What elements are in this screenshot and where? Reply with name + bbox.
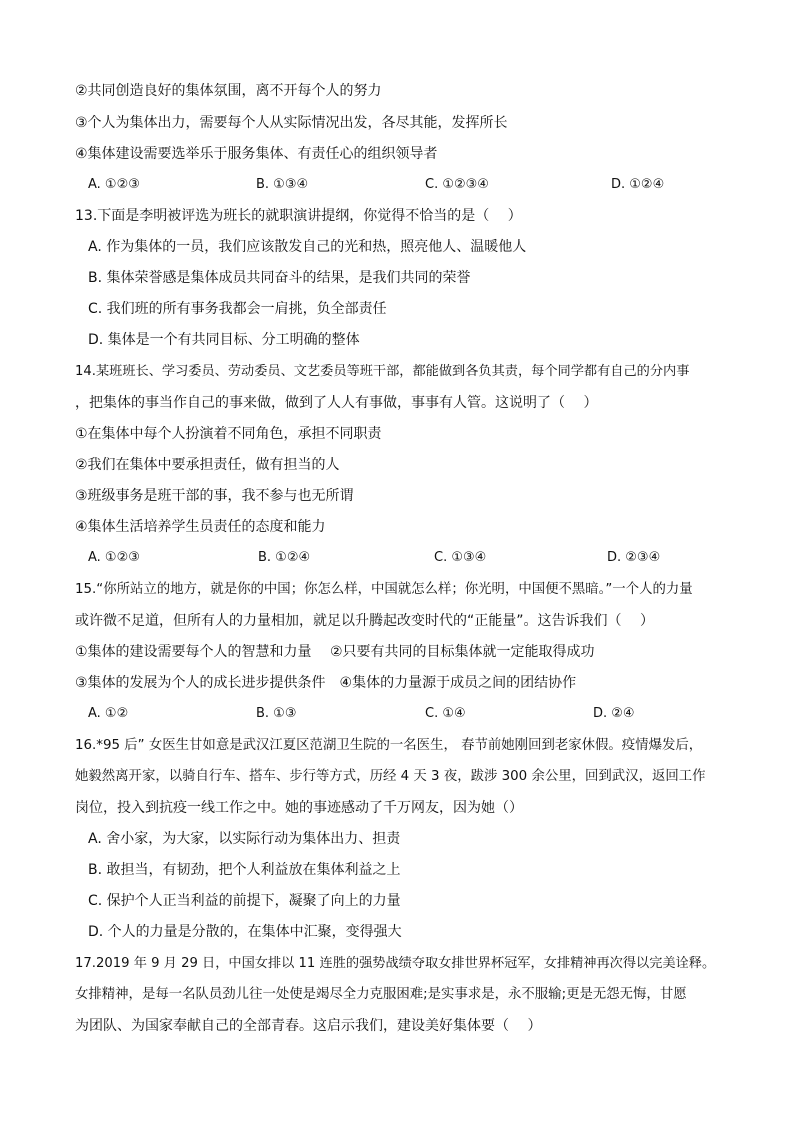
q15-statements-1-2: ①集体的建设需要每个人的智慧和力量 ②只要有共同的目标集体就一定能取得成功	[75, 644, 595, 660]
q15-stem-line-2: 或许微不足道，但所有人的力量相加，就足以升腾起改变时代的“正能量”。这告诉我们（ ）	[75, 613, 654, 629]
q15-option-a: A. ①②	[88, 706, 129, 721]
q16-option-d: D. 个人的力量是分散的，在集体中汇聚，变得强大	[88, 924, 402, 940]
q15-stem-line-1: 15.“你所站立的地方，就是你的中国；你怎么样，中国就怎么样；你光明，中国便不黑暗。”一个人的力量	[75, 582, 693, 597]
q16-stem-line-2: 她毅然离开家，以骑自行车、搭车、步行等方式，历经 4 天 3 夜，跋涉 300 余公里，回到武汉，返回工作	[75, 769, 706, 784]
q14-statement-3: ③班级事务是班干部的事，我不参与也无所谓	[75, 488, 354, 504]
q13-stem: 13.下面是李明被评选为班长的就职演讲提纲，你觉得不恰当的是（ ）	[75, 208, 522, 224]
statement-2: ②共同创造良好的集体氛围，离不开每个人的努力	[75, 83, 382, 99]
q12-option-a: A. ①②③	[88, 177, 140, 192]
q13-option-a: A. 作为集体的一员，我们应该散发自己的光和热，照亮他人、温暖他人	[88, 239, 527, 255]
q14-option-a: A. ①②③	[88, 550, 140, 565]
statement-4: ④集体建设需要选举乐于服务集体、有责任心的组织领导者	[75, 146, 438, 162]
q12-option-b: B. ①③④	[256, 177, 309, 192]
q15-statements-3-4: ③集体的发展为个人的成长进步提供条件 ④集体的力量源于成员之间的团结协作	[75, 675, 577, 691]
q14-stem-line-2: ，把集体的事当作自己的事来做，做到了人人有事做，事事有人管。这说明了（ ）	[75, 395, 598, 411]
q15-option-b: B. ①③	[256, 706, 297, 721]
q13-option-d: D. 集体是一个有共同目标、分工明确的整体	[88, 332, 360, 348]
q17-stem-line-3: 为团队、为国家奉献自己的全部青春。这启示我们，建设美好集体要（ ）	[75, 1018, 542, 1034]
q16-option-a: A. 舍小家，为大家，以实际行动为集体出力、担责	[88, 831, 401, 847]
q16-stem-line-1: 16.*95 后” 女医生甘如意是武汉江夏区范湖卫生院的一名医生， 春节前她刚回到老家休假。疫情爆发后，	[75, 738, 703, 753]
q16-stem-line-3: 岗位，投入到抗疫一线工作之中。她的事迹感动了千万网友，因为她（）	[75, 800, 523, 816]
q15-option-d: D. ②④	[593, 706, 635, 721]
q16-option-b: B. 敢担当，有韧劲，把个人利益放在集体利益之上	[88, 862, 401, 878]
q17-stem-line-2: 女排精神，是每一名队员劲儿往一处使是竭尽全力克服困难;是实事求是，永不服输;更是无怨无悔，甘愿	[75, 987, 687, 1002]
q14-statement-2: ②我们在集体中要承担责任，做有担当的人	[75, 457, 340, 473]
q14-option-c: C. ①③④	[434, 550, 487, 565]
q14-option-d: D. ②③④	[607, 550, 661, 565]
q14-statement-4: ④集体生活培养学生员责任的态度和能力	[75, 519, 326, 535]
q17-stem-line-1: 17.2019 年 9 月 29 日，中国女排以 11 连胜的强势战绩夺取女排世界杯冠军，女排精神再次得以完美诠释。	[75, 956, 716, 971]
q14-option-b: B. ①②④	[258, 550, 311, 565]
q14-stem-line-1: 14.某班班长、学习委员、劳动委员、文艺委员等班干部，都能做到各负其责，每个同学都有自己的分内事	[75, 364, 690, 379]
q15-option-c: C. ①④	[425, 706, 466, 721]
q12-option-d: D. ①②④	[611, 177, 665, 192]
q13-option-c: C. 我们班的所有事务我都会一肩挑，负全部责任	[88, 301, 387, 317]
statement-3: ③个人为集体出力，需要每个人从实际情况出发，各尽其能，发挥所长	[75, 115, 508, 131]
q13-option-b: B. 集体荣誉感是集体成员共同奋斗的结果，是我们共同的荣誉	[88, 270, 471, 286]
q14-statement-1: ①在集体中每个人扮演着不同角色，承担不同职责	[75, 426, 382, 442]
q16-option-c: C. 保护个人正当利益的前提下，凝聚了向上的力量	[88, 893, 401, 909]
q12-option-c: C. ①②③④	[425, 177, 489, 192]
